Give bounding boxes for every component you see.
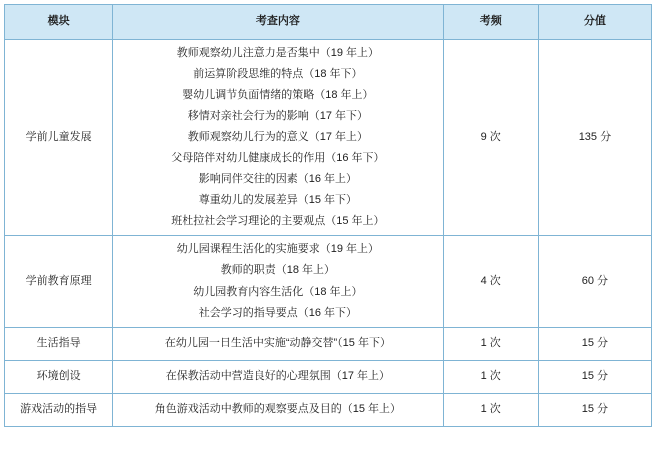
- content-line: 教师观察幼儿行为的意义（17 年上）: [187, 131, 369, 144]
- content-line: 角色游戏活动中教师的观察要点及目的（15 年上）: [154, 403, 402, 416]
- content-line: 影响同伴交往的因素（16 年上）: [198, 173, 358, 186]
- table-row: [5, 327, 652, 360]
- table-row: [5, 393, 652, 426]
- table-row: [5, 236, 652, 327]
- content-line: 父母陪伴对幼儿健康成长的作用（16 年下）: [171, 152, 385, 165]
- content-line: 婴幼儿调节负面情绪的策略（18 年上）: [182, 89, 374, 102]
- table-body: [5, 40, 652, 427]
- content-list: [113, 327, 444, 360]
- content-list: [113, 393, 444, 426]
- content-line: 社会学习的指导要点（16 年下）: [198, 306, 358, 319]
- frequency-value: 1 次: [443, 393, 538, 426]
- content-line: 在保教活动中营造良好的心理氛围（17 年上）: [165, 370, 391, 383]
- exam-summary-table: [4, 4, 652, 427]
- content-line: 班杜拉社会学习理论的主要观点（15 年上）: [171, 215, 385, 228]
- content-list: [113, 236, 444, 327]
- header-row: [5, 5, 652, 40]
- content-list: [113, 40, 444, 236]
- table-header: [5, 5, 652, 40]
- content-line: 前运算阶段思维的特点（18 年下）: [193, 68, 363, 81]
- content-line: 移情对亲社会行为的影响（17 年下）: [187, 110, 369, 123]
- frequency-value: 1 次: [443, 327, 538, 360]
- frequency-value: 4 次: [443, 236, 538, 327]
- score-value: 15 分: [538, 360, 651, 393]
- content-line: 尊重幼儿的发展差异（15 年下）: [198, 194, 358, 207]
- column-header-module: 模块: [5, 5, 113, 40]
- frequency-value: 1 次: [443, 360, 538, 393]
- content-line: 教师观察幼儿注意力是否集中（19 年上）: [176, 47, 380, 59]
- score-value: 15 分: [538, 393, 651, 426]
- content-line: 幼儿园教育内容生活化（18 年上）: [193, 285, 363, 298]
- table-row: [5, 40, 652, 236]
- module-name: 生活指导: [5, 327, 113, 360]
- score-value: 60 分: [538, 236, 651, 327]
- content-list: [113, 360, 444, 393]
- module-name: 学前教育原理: [5, 236, 113, 327]
- frequency-value: 9 次: [443, 40, 538, 236]
- module-name: 游戏活动的指导: [5, 393, 113, 426]
- column-header-score: 分值: [538, 5, 651, 40]
- content-line: 教师的职责（18 年上）: [220, 264, 336, 277]
- score-value: 15 分: [538, 327, 651, 360]
- score-value: 135 分: [538, 40, 651, 236]
- module-name: 学前儿童发展: [5, 40, 113, 236]
- column-header-frequency: 考频: [443, 5, 538, 40]
- module-name: 环境创设: [5, 360, 113, 393]
- content-line: 幼儿园课程生活化的实施要求（19 年上）: [176, 243, 380, 256]
- column-header-content: 考查内容: [113, 5, 444, 40]
- content-line: 在幼儿园一日生活中实施“动静交替”（15 年下）: [164, 337, 391, 350]
- table-row: [5, 360, 652, 393]
